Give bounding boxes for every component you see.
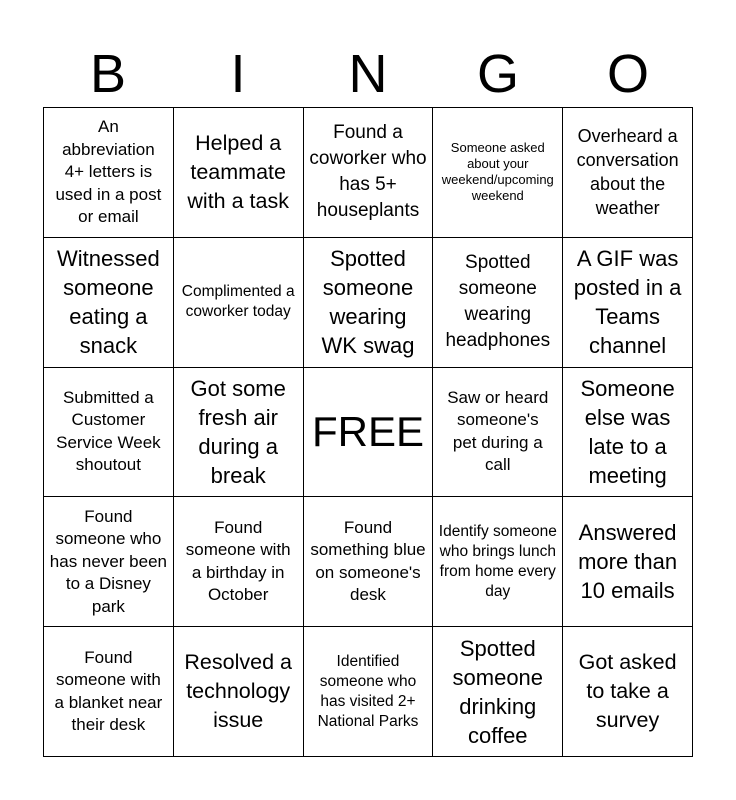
bingo-cell[interactable]: [563, 108, 693, 238]
header-letter-i: I: [230, 44, 246, 104]
cell-text: Found a coworker who has 5+ houseplants: [309, 122, 427, 222]
bingo-cell[interactable]: [563, 497, 693, 627]
cell-text: Overheard a conversation about the weather: [576, 126, 679, 219]
bingo-card-grid: [43, 107, 693, 757]
bingo-cell[interactable]: [44, 238, 174, 368]
header-letter-g: G: [476, 44, 519, 104]
bingo-cell[interactable]: [433, 497, 563, 627]
header-letter-b: B: [89, 44, 127, 104]
bingo-cell[interactable]: [304, 497, 434, 627]
bingo-cell[interactable]: [563, 627, 693, 757]
cell-text: Found someone with a blanket near their desk: [54, 647, 163, 735]
cell-text: Complimented a coworker today: [181, 283, 295, 321]
bingo-cell[interactable]: [563, 238, 693, 368]
cell-text: Found someone with a birthday in October: [185, 517, 291, 605]
cell-text: Submitted a Customer Service Week shoutout: [56, 387, 161, 475]
cell-text: An abbreviation 4+ letters is used in a post or email: [55, 117, 162, 227]
bingo-cell[interactable]: [304, 627, 434, 757]
cell-text: Someone asked about your weekend/upcoming weekend: [441, 140, 554, 204]
cell-text: Identify someone who brings lunch from home every day: [438, 522, 557, 600]
cell-text: Spotted someone wearing WK swag: [321, 246, 415, 359]
header-letter-n: N: [348, 44, 388, 104]
free-space[interactable]: [304, 368, 434, 498]
cell-text: Witnessed someone eating a snack: [57, 246, 160, 359]
cell-text: Spotted someone wearing headphones: [445, 252, 551, 352]
cell-text: Found someone who has never been to a Disney park: [49, 506, 167, 616]
bingo-cell[interactable]: [563, 368, 693, 498]
bingo-cell[interactable]: [44, 108, 174, 238]
cell-text: Found something blue on someone's desk: [310, 517, 426, 605]
bingo-cell[interactable]: [174, 108, 304, 238]
bingo-cell[interactable]: [304, 238, 434, 368]
cell-text: Resolved a technology issue: [184, 650, 292, 733]
bingo-cell[interactable]: [433, 108, 563, 238]
bingo-cell[interactable]: [433, 368, 563, 498]
bingo-cell[interactable]: [174, 627, 304, 757]
bingo-cell[interactable]: [44, 368, 174, 498]
cell-text: Saw or heard someone's pet during a call: [447, 387, 549, 475]
bingo-cell[interactable]: [174, 368, 304, 498]
bingo-cell[interactable]: [44, 627, 174, 757]
free-space-label: FREE: [311, 407, 424, 455]
bingo-header: [43, 40, 693, 108]
cell-text: Got some fresh air during a break: [190, 375, 286, 488]
cell-text: Helped a teammate with a task: [187, 130, 289, 213]
bingo-cell[interactable]: [174, 238, 304, 368]
cell-text: Spotted someone drinking coffee: [452, 635, 544, 748]
cell-text: Answered more than 10 emails: [578, 520, 678, 604]
cell-text: Identified someone who has visited 2+ National Parks: [317, 652, 419, 730]
bingo-cell[interactable]: [44, 497, 174, 627]
bingo-cell[interactable]: [174, 497, 304, 627]
cell-text: Got asked to take a survey: [578, 650, 677, 733]
bingo-cell[interactable]: [304, 108, 434, 238]
bingo-cell[interactable]: [433, 627, 563, 757]
header-letter-o: O: [606, 44, 649, 104]
cell-text: Someone else was late to a meeting: [580, 375, 675, 488]
cell-text: A GIF was posted in a Teams channel: [573, 246, 682, 359]
bingo-cell[interactable]: [433, 238, 563, 368]
